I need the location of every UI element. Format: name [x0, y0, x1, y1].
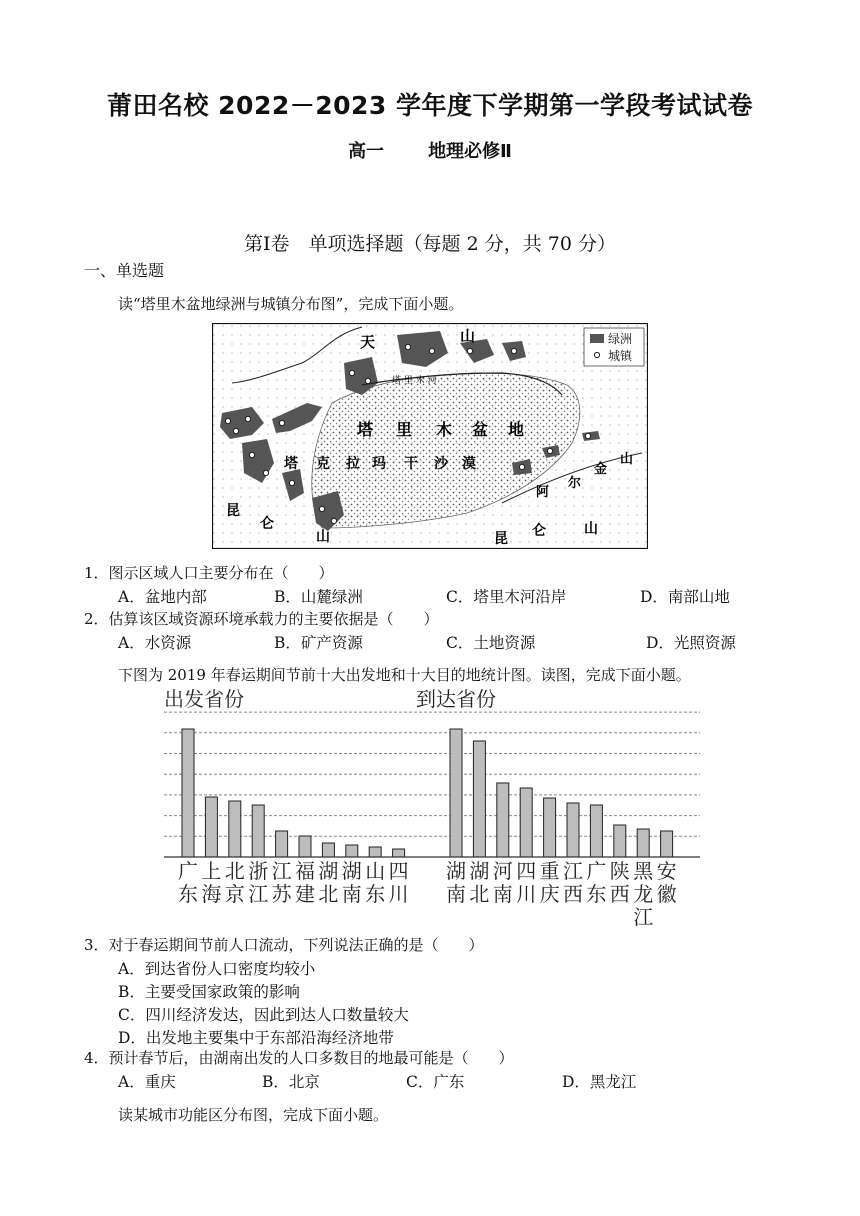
arrival-bar — [544, 798, 556, 857]
subject-label: 地理必修Ⅱ — [428, 141, 512, 162]
svg-text:塔: 塔 — [284, 456, 298, 472]
departure-bars — [182, 729, 405, 857]
departure-bar — [346, 845, 358, 857]
svg-text:地: 地 — [508, 420, 525, 439]
departure-category-label: 湖南 — [341, 859, 362, 906]
svg-text:盆: 盆 — [472, 420, 489, 439]
svg-text:仑: 仑 — [532, 523, 546, 539]
departure-bar — [276, 831, 288, 857]
legend-oasis-swatch — [590, 334, 604, 343]
svg-text:拉: 拉 — [346, 456, 360, 472]
departure-bar — [205, 797, 217, 857]
svg-text:山: 山 — [584, 521, 598, 537]
q1-option-d[interactable]: D．南部山地 — [640, 588, 730, 606]
arrival-category-label: 安徽 — [656, 859, 677, 906]
arrival-category-label: 重庆 — [539, 859, 560, 906]
departure-category-label: 广东 — [178, 859, 198, 906]
q3-option-c[interactable]: C．四川经济发达，因此到达人口数量较大 — [118, 1006, 409, 1024]
arrival-bar — [661, 831, 673, 857]
chart-title-arrival: 到达省份 — [416, 687, 496, 711]
q4-stem: 4．预计春节后，由湖南出发的人口多数目的地最可能是（ ） — [84, 1049, 514, 1067]
legend-town-symbol — [594, 352, 599, 357]
arrival-bar — [614, 825, 626, 857]
q1-option-b[interactable]: B．山麓绿洲 — [274, 588, 363, 606]
q2-option-d[interactable]: D．光照资源 — [646, 634, 736, 652]
departure-bar — [252, 805, 264, 857]
q4-option-c[interactable]: C．广东 — [406, 1073, 465, 1091]
chart-gridlines — [164, 712, 700, 836]
departure-bar — [369, 847, 381, 857]
arrival-category-label: 黑龙江 — [633, 859, 654, 929]
q4-option-d[interactable]: D．黑龙江 — [562, 1073, 637, 1091]
section-heading: 第Ⅰ卷 单项选择题（每题 2 分，共 70 分） — [244, 233, 616, 255]
svg-text:山: 山 — [620, 452, 634, 467]
svg-text:干: 干 — [404, 456, 418, 472]
q1-option-a[interactable]: A．盆地内部 — [118, 588, 207, 606]
q4-option-a[interactable]: A．重庆 — [118, 1073, 176, 1091]
q3-option-a[interactable]: A．到达省份人口密度均较小 — [118, 960, 316, 978]
svg-text:沙: 沙 — [434, 456, 448, 472]
svg-text:漠: 漠 — [462, 456, 476, 472]
map-label-tian: 天 — [360, 333, 376, 351]
departure-category-label: 浙江 — [248, 859, 269, 906]
arrival-category-label: 四川 — [516, 859, 537, 906]
arrival-category-label: 湖南 — [446, 859, 466, 906]
arrival-bar — [567, 803, 579, 857]
intro-chart: 下图为 2019 年春运期间节前十大出发地和十大目的地统计图。读图，完成下面小题。 — [118, 666, 691, 684]
q2-option-c[interactable]: C．土地资源 — [446, 634, 536, 652]
svg-text:里: 里 — [396, 420, 413, 439]
svg-text:克: 克 — [316, 456, 330, 472]
grade-label: 高一 — [348, 141, 385, 162]
arrival-category-label: 广东 — [586, 859, 607, 906]
q2-option-a[interactable]: A．水资源 — [118, 634, 192, 652]
departure-category-labels — [178, 859, 409, 906]
chart-title-departure: 出发省份 — [164, 687, 244, 711]
q3-option-d[interactable]: D．出发地主要集中于东部沿海经济地带 — [118, 1029, 394, 1047]
departure-category-label: 江苏 — [271, 859, 292, 906]
departure-category-label: 四川 — [388, 859, 409, 906]
arrival-bar — [590, 805, 602, 857]
svg-text:玛: 玛 — [372, 456, 386, 472]
exam-subtitle — [0, 137, 860, 163]
q3-option-b[interactable]: B．主要受国家政策的影响 — [118, 983, 300, 1001]
svg-text:阿: 阿 — [536, 485, 550, 500]
legend-town-label: 城镇 — [608, 349, 633, 363]
exam-title: 莆田名校 2022－2023 学年度下学期第一学段考试试卷 — [106, 91, 754, 120]
departure-category-label: 山东 — [365, 859, 386, 906]
svg-text:昆: 昆 — [494, 531, 508, 547]
svg-text:金: 金 — [594, 462, 608, 477]
arrival-bar — [497, 783, 509, 857]
part-heading: 一、单选题 — [84, 261, 165, 280]
svg-text:昆: 昆 — [226, 503, 240, 519]
departure-category-label: 上海 — [201, 859, 222, 906]
q1-option-c[interactable]: C．塔里木河沿岸 — [446, 588, 567, 606]
departure-category-label: 湖北 — [318, 859, 339, 906]
departure-bar — [182, 729, 194, 857]
map-label-river: 塔 里 木 河 — [392, 376, 437, 386]
arrival-category-labels — [446, 859, 677, 929]
departure-bar — [299, 836, 311, 857]
intro-map: 读“塔里木盆地绿洲与城镇分布图”，完成下面小题。 — [118, 295, 464, 313]
q3-stem: 3．对于春运期间节前人口流动，下列说法正确的是（ ） — [84, 936, 484, 954]
svg-text:木: 木 — [436, 420, 453, 439]
svg-text:塔: 塔 — [357, 420, 374, 439]
departure-category-label: 福建 — [295, 859, 315, 906]
arrival-bar — [637, 829, 649, 857]
arrival-bar — [473, 741, 485, 857]
spring-festival-travel-chart — [160, 684, 704, 930]
legend-oasis-label: 绿洲 — [608, 332, 633, 346]
departure-bar — [229, 801, 241, 857]
departure-bar — [393, 849, 405, 857]
arrival-category-label: 河南 — [492, 859, 513, 906]
tarim-oasis-map — [212, 323, 648, 549]
q2-stem: 2．估算该区域资源环境承载力的主要依据是（ ） — [84, 610, 439, 628]
departure-category-label: 北京 — [224, 859, 245, 906]
intro-city-map: 读某城市功能区分布图，完成下面小题。 — [118, 1106, 389, 1124]
departure-bar — [322, 843, 334, 857]
svg-text:尔: 尔 — [568, 476, 582, 491]
map-label-shan: 山 — [460, 327, 476, 345]
svg-text:仑: 仑 — [260, 516, 274, 532]
q4-option-b[interactable]: B．北京 — [262, 1073, 320, 1091]
svg-text:山: 山 — [316, 529, 330, 545]
q2-option-b[interactable]: B．矿产资源 — [274, 634, 363, 652]
arrival-category-label: 陕西 — [609, 859, 630, 906]
arrival-bar — [450, 729, 462, 857]
arrival-bars — [450, 729, 673, 857]
arrival-bar — [520, 788, 532, 857]
q1-stem: 1．图示区域人口主要分布在（ ） — [84, 564, 334, 582]
arrival-category-label: 湖北 — [469, 859, 490, 906]
arrival-category-label: 江西 — [563, 859, 583, 906]
